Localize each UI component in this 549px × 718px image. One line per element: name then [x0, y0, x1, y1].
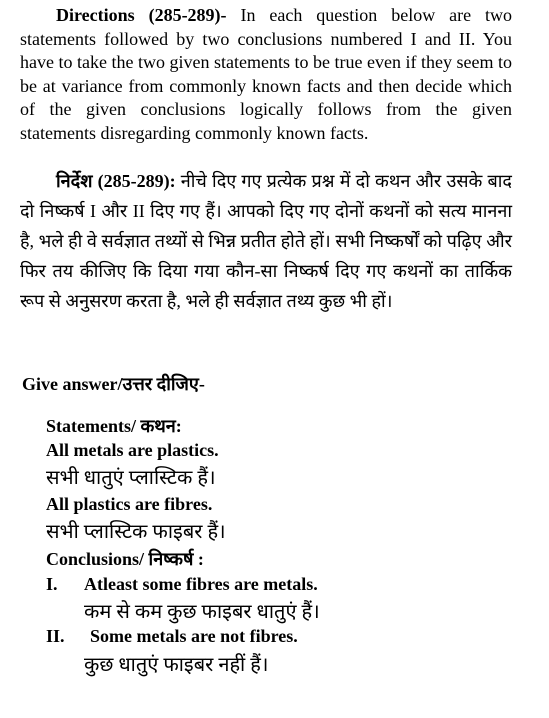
conclusion-1-english: Atleast some fibres are metals.: [84, 574, 318, 594]
conclusion-2-number: II.: [46, 626, 65, 646]
directions-english: [20, 4, 512, 145]
statement-2-english: All plastics are fibres.: [46, 494, 213, 514]
conclusion-2-hindi: कुछ धातुएं फाइबर नहीं हैं।: [84, 654, 269, 676]
conclusions-label: Conclusions/ निष्कर्ष :: [46, 549, 204, 569]
statement-2-hindi: सभी प्लास्टिक फाइबर हैं।: [46, 521, 226, 543]
statements-label: Statements/ कथन:: [46, 416, 182, 436]
directions-english-text: In each question below are two statements followed by two conclusions numbered I and II. You have to take the two given statements to be true even if they seem to be at variance from commonly known facts and then decide which of the given conclusions logically follows from the given statements disregarding commonly known facts.: [20, 5, 513, 143]
give-answer-heading: Give answer/उत्तर दीजिए-: [22, 374, 205, 394]
directions-hindi-text: नीचे दिए गए प्रत्येक प्रश्न में दो कथन और उसके बाद दो निष्कर्ष I और II दिए गए हैं। आपको दिए गए दोनों कथनों को सत्य मानना है, भले ही वे सर्वज्ञात तथ्यों से भिन्न प्रतीत होते हों। सभी निष्कर्षों को पढ़िए और फिर तय कीजिए कि दिया गया कौन-सा निष्कर्ष दिए गए कथनों का तार्किक रूप से अनुसरण करता है, भले ही सर्वज्ञात तथ्य कुछ भी हों।: [20, 171, 512, 311]
directions-hindi: [20, 166, 512, 316]
statement-1-english: All metals are plastics.: [46, 440, 219, 460]
directions-english-label: Directions (285-289)-: [56, 5, 227, 25]
conclusion-1-hindi: कम से कम कुछ फाइबर धातुएं हैं।: [84, 601, 320, 623]
conclusion-2-english: Some metals are not fibres.: [90, 626, 298, 646]
conclusion-1-number: I.: [46, 574, 58, 594]
directions-hindi-label: निर्देश (285-289):: [56, 171, 176, 191]
statement-1-hindi: सभी धातुएं प्लास्टिक हैं।: [46, 467, 216, 489]
